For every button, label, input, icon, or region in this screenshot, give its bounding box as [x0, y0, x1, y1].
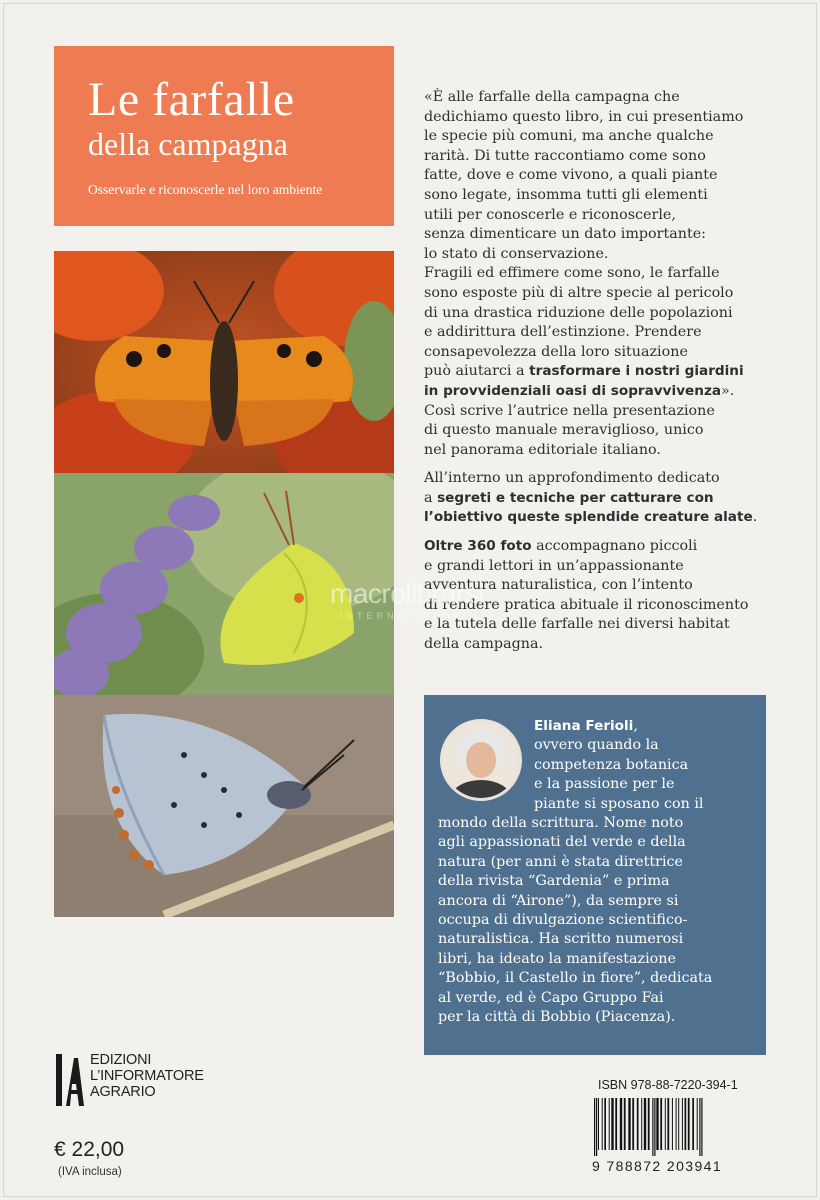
blurb-line: sono legate, insomma tutti gli elementi: [424, 186, 708, 203]
blurb-paragraph-2: [424, 469, 770, 528]
blurb-line: e grandi lettori in un’appassionante: [424, 557, 684, 574]
blurb-line: dedichiamo questo libro, in cui presentiamo: [424, 108, 744, 125]
watermark: macrolibrarsi: [330, 578, 484, 609]
title-box: [54, 46, 394, 226]
book-title-line1: Le farfalle: [88, 73, 295, 126]
author-line: e la passione per le: [534, 776, 675, 793]
price: € 22,00: [54, 1138, 125, 1161]
blurb-line: nel panorama editoriale italiano.: [424, 441, 661, 458]
blurb-highlight: in provvidenziali oasi di sopravvivenza: [424, 382, 722, 399]
author-line: agli appassionati del verde e della: [438, 834, 686, 851]
watermark-sub: INTERNATIONAL: [340, 611, 464, 621]
blurb-line: [424, 537, 770, 557]
blurb-line: e addirittura dell’estinzione. Prendere: [424, 324, 702, 341]
blurb-text: a: [424, 489, 438, 506]
blurb-line: consapevolezza della loro situazione: [424, 343, 688, 360]
author-bio: [438, 717, 758, 1028]
blurb-line: lo stato di conservazione.: [424, 245, 609, 262]
blurb-line: [424, 508, 770, 528]
blurb-text: accompagnano piccoli: [531, 538, 698, 555]
author-line: piante si sposano con il: [534, 795, 704, 812]
blurb-highlight: l’obiettivo queste splendide creature alate: [424, 509, 753, 526]
blurb-line: di rendere pratica abituale il riconoscimento: [424, 596, 749, 613]
blurb-highlight: segreti e tecniche per catturare con: [437, 489, 714, 506]
author-line: ancora di “Airone”), da sempre si: [438, 892, 679, 909]
blurb-line: Così scrive l’autrice nella presentazione: [424, 402, 715, 419]
blurb-line: [424, 382, 770, 402]
publisher-line: AGRARIO: [90, 1084, 156, 1100]
blurb-highlight: Oltre 360 foto: [424, 538, 532, 555]
barcode-digits: 9 788872 203941: [592, 1158, 722, 1174]
author-text: ,: [633, 718, 638, 734]
author-line: occupa di divulgazione scientifico-: [438, 912, 688, 929]
blurb-line: della campagna.: [424, 636, 544, 653]
blurb-line: utili per conoscerle e riconoscerle,: [424, 206, 676, 223]
blurb-highlight: trasformare i nostri giardini: [529, 363, 744, 380]
blurb-line: Fragili ed effimere come sono, le farfalle: [424, 265, 720, 282]
blurb-line: avventura naturalistica, con l’intento: [424, 577, 693, 594]
author-line: ovvero quando la: [534, 737, 659, 754]
isbn-label: ISBN 978-88-7220-394-1: [598, 1078, 738, 1092]
publisher-line: L’INFORMATORE: [90, 1068, 204, 1084]
blurb-line: «È alle farfalle della campagna che: [424, 89, 680, 105]
publisher-name: [90, 1052, 204, 1100]
author-line: “Bobbio, il Castello in fiore”, dedicata: [438, 970, 713, 987]
blurb-line: e la tutela delle farfalle nei diversi habitat: [424, 616, 730, 633]
author-line: competenza botanica: [534, 756, 689, 773]
author-box: [424, 695, 766, 1055]
publisher-logo-icon: [56, 1054, 84, 1106]
photo-butterfly-orange: [54, 251, 394, 473]
author-heading: [438, 717, 758, 736]
blurb-line: [424, 489, 770, 509]
blurb-line: di questo manuale meraviglioso, unico: [424, 422, 704, 439]
author-line: mondo della scrittura. Nome noto: [438, 815, 684, 832]
blurb-text: ».: [721, 382, 735, 399]
blurb-text: .: [752, 509, 758, 526]
author-line: natura (per anni è stata direttrice: [438, 853, 684, 870]
barcode: [592, 1098, 772, 1156]
blurb-line: All’interno un approfondimento dedicato: [424, 470, 720, 487]
author-line: libri, ha ideato la manifestazione: [438, 950, 676, 967]
author-line: naturalistica. Ha scritto numerosi: [438, 931, 684, 948]
author-line: per la città di Bobbio (Piacenza).: [438, 1009, 676, 1026]
publisher-line: EDIZIONI: [90, 1052, 152, 1068]
blurb-paragraph-1: [424, 88, 770, 460]
blurb-line: sono esposte più di altre specie al pericolo: [424, 284, 734, 301]
book-subtitle: Osservarle e riconoscerle nel loro ambiente: [88, 182, 323, 197]
blurb-line: rarità. Di tutte raccontiamo come sono: [424, 147, 706, 164]
blurb-line: le specie più comuni, ma anche qualche: [424, 128, 714, 145]
blurb-text: può aiutarci a: [424, 363, 530, 380]
book-title-line2: della campagna: [88, 126, 288, 162]
blurb-line: [424, 362, 770, 382]
author-line: al verde, ed è Capo Gruppo Fai: [438, 989, 664, 1006]
vat-note: (IVA inclusa): [58, 1166, 122, 1178]
author-name: Eliana Ferioli: [534, 718, 634, 734]
author-line: della rivista “Gardenia” e prima: [438, 873, 670, 890]
blurb-line: fatte, dove e come vivono, a quali piante: [424, 167, 718, 184]
blurb-line: senza dimenticare un dato importante:: [424, 226, 707, 243]
photo-butterfly-blue: [54, 695, 394, 917]
blurb-line: di una drastica riduzione delle popolazioni: [424, 304, 733, 321]
